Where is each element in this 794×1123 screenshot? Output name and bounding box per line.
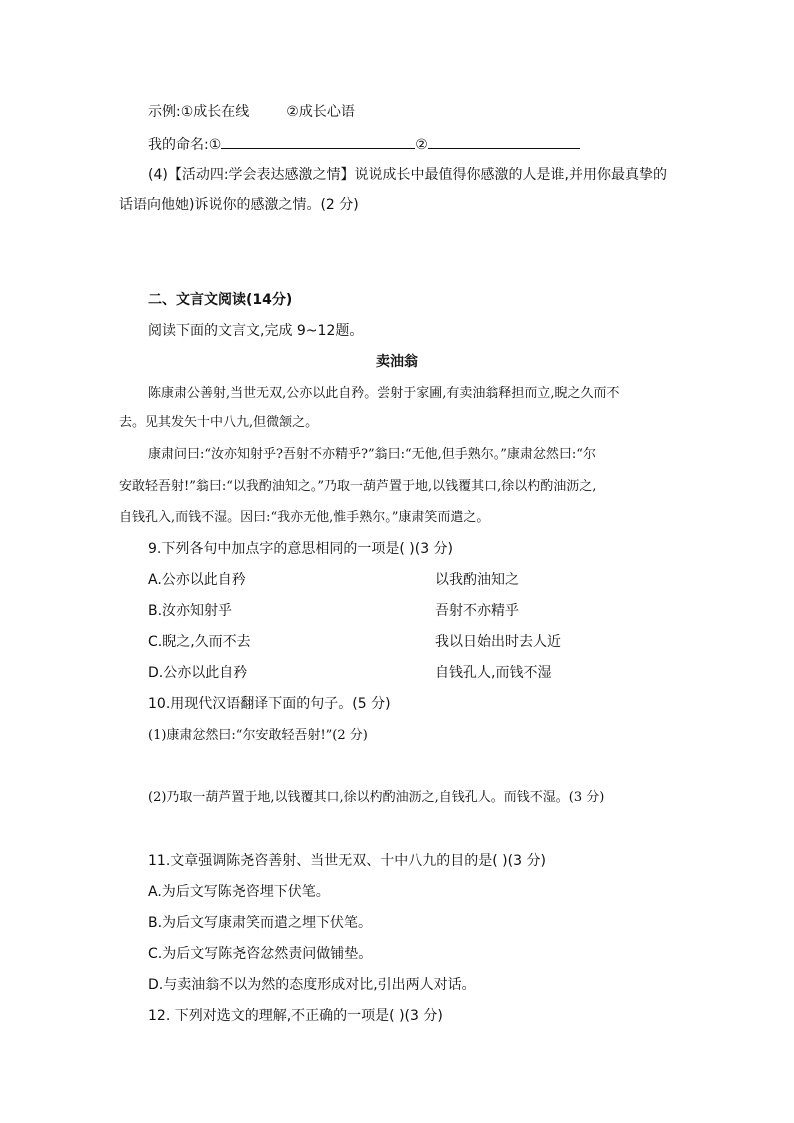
- question-9-option: [148, 632, 561, 652]
- passage-line: 去。见其发矢十中八九,但微颔之。: [119, 415, 319, 430]
- activity4-line1: (4)【活动四:学会表达感激之情】说说成长中最值得你感激的人是谁,并用你最真挚的: [148, 167, 667, 183]
- question-12-stem: 12. 下列对选文的理解,不正确的一项是( )(3 分): [148, 1008, 443, 1024]
- naming-blank-2[interactable]: [428, 134, 580, 149]
- activity4-line2: 话语向他她)诉说你的感激之情。(2 分): [119, 197, 359, 213]
- option-b-right: 吾射不亦精乎: [435, 603, 519, 619]
- passage-line: 陈康肃公善射,当世无双,公亦以此自矜。尝射于家圃,有卖油翁释担而立,睨之久而不: [148, 386, 620, 401]
- option-d-right: 自钱孔人,而钱不湿: [435, 665, 552, 681]
- naming-line: [148, 134, 580, 155]
- naming-label: 我的命名:①: [148, 137, 222, 153]
- option-d-left: D.公亦以此自矜: [148, 665, 248, 681]
- passage-title: 卖油翁: [376, 354, 418, 370]
- option-b-left: B.汝亦知射乎: [148, 603, 233, 619]
- question-11-option: C.为后文写陈尧咨忿然责问做铺垫。: [148, 946, 373, 962]
- question-10-sub1: (1)康肃忿然曰:“尔安敢轻吾射!”(2 分): [148, 728, 368, 743]
- passage-line: 安敢轻吾射!”翁曰:“以我酌油知之。”乃取一葫芦置于地,以钱覆其口,徐以杓酌油沥之,: [119, 479, 597, 494]
- naming-item-2: ②: [415, 137, 428, 153]
- example-item-2: ②成长心语: [286, 104, 355, 120]
- question-9-option: [148, 601, 519, 621]
- option-c-left: C.睨之,久而不去: [148, 634, 251, 650]
- passage-line: 自钱孔入,而钱不湿。因曰:“我亦无他,惟手熟尔。”康肃笑而遣之。: [119, 510, 490, 525]
- question-9-stem: 9.下列各句中加点字的意思相同的一项是( )(3 分): [148, 541, 454, 557]
- option-a-left: A.公亦以此自矜: [148, 572, 246, 588]
- naming-blank-1[interactable]: [221, 134, 415, 149]
- question-9-option: [148, 663, 552, 683]
- question-11-option: D.与卖油翁不以为然的态度形成对比,引出两人对话。: [148, 977, 476, 993]
- question-11-option: A.为后文写陈尧咨埋下伏笔。: [148, 884, 330, 900]
- option-a-right: 以我酌油知之: [435, 572, 519, 588]
- example-label: 示例:①成长在线: [148, 104, 250, 120]
- question-11-stem: 11.文章强调陈尧咨善射、当世无双、十中八九的目的是( )(3 分): [148, 853, 546, 869]
- option-c-right: 我以日始出时去人近: [435, 634, 561, 650]
- question-10-stem: 10.用现代汉语翻译下面的句子。(5 分): [148, 696, 391, 712]
- passage-line: 康肃问曰:“汝亦知射乎?吾射不亦精乎?”翁曰:“无他,但手熟尔。”康肃忿然曰:“尔: [148, 447, 596, 462]
- section-heading: 二、文言文阅读(14分): [148, 292, 293, 308]
- question-11-option: B.为后文写康肃笑而遣之埋下伏笔。: [148, 915, 373, 931]
- section-intro: 阅读下面的文言文,完成 9~12题。: [148, 323, 364, 339]
- example-line: [148, 102, 355, 122]
- question-9-option: [148, 570, 519, 590]
- question-10-sub2: (2)乃取一葫芦置于地,以钱覆其口,徐以杓酌油沥之,自钱孔人。而钱不湿。(3 分): [148, 790, 605, 805]
